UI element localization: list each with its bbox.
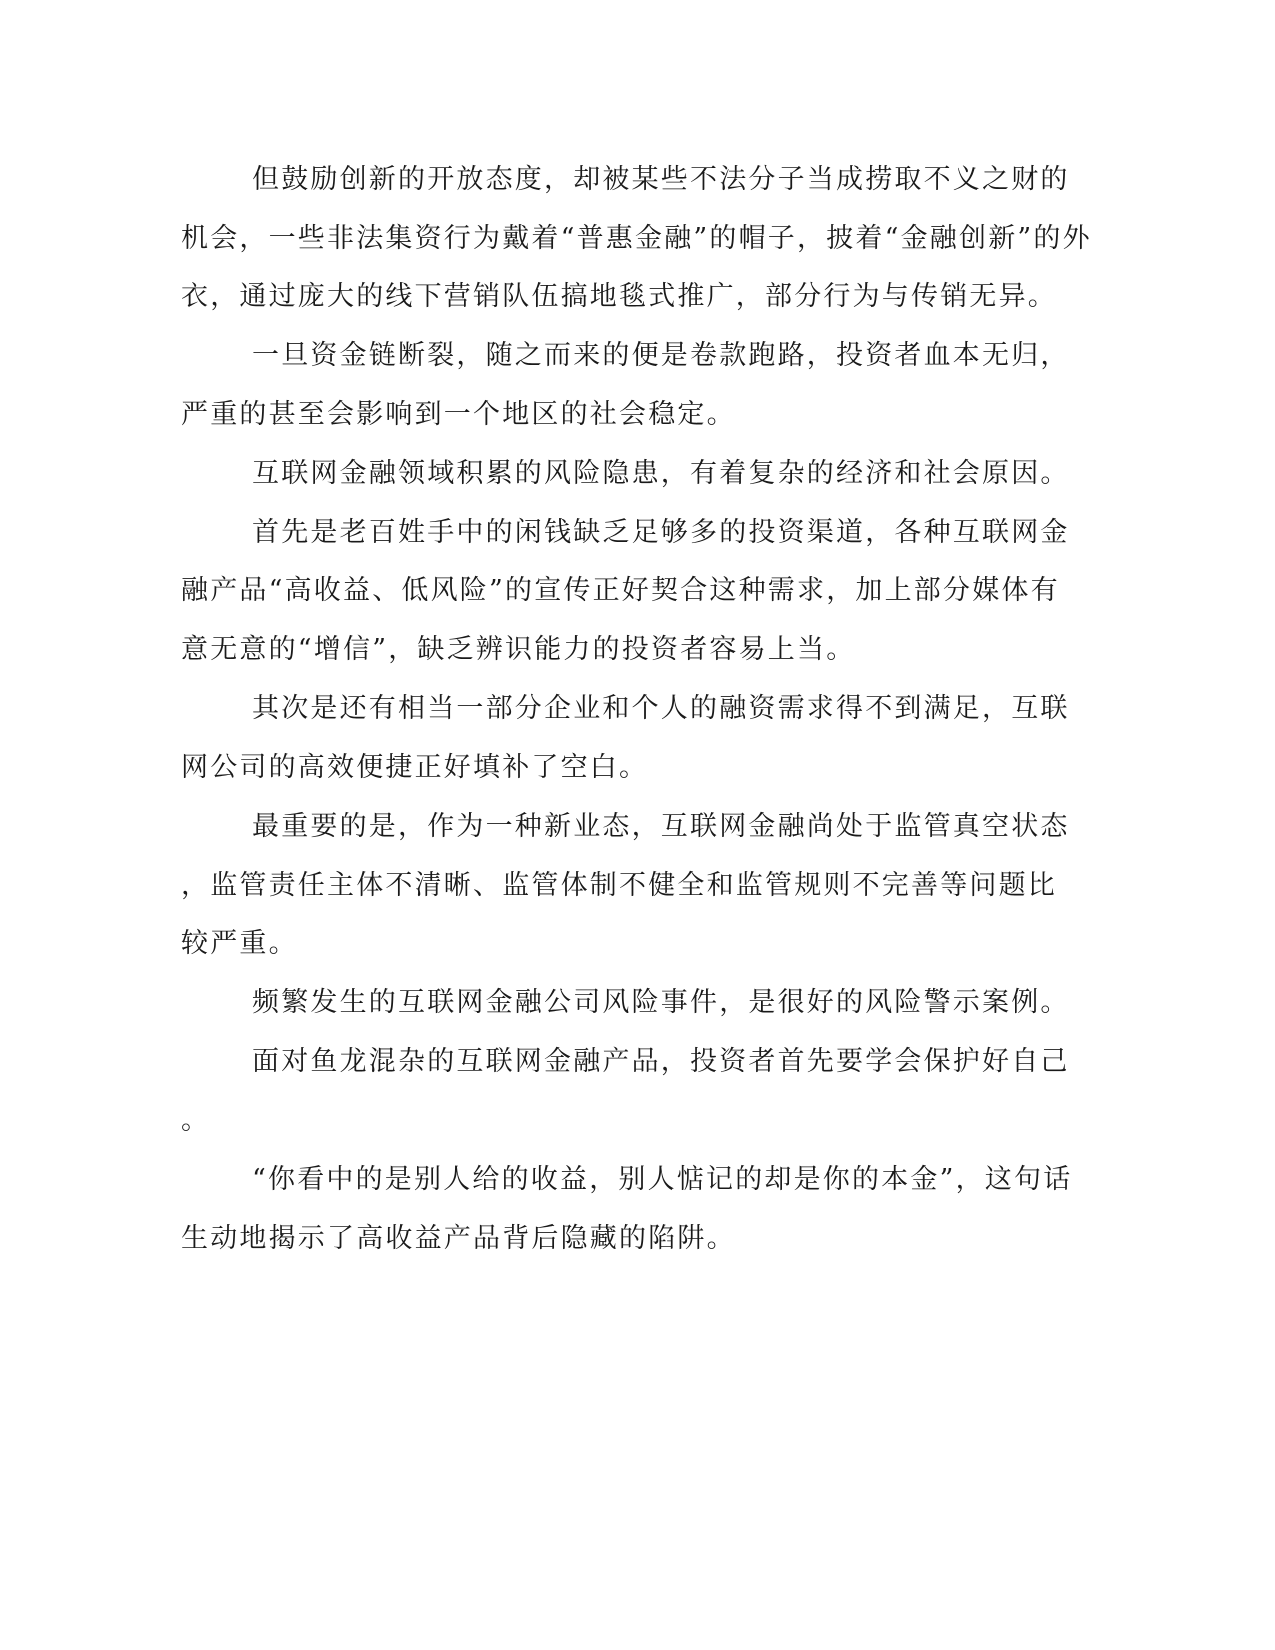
text-line: 其次是还有相当一部分企业和个人的融资需求得不到满足，互联 [252,693,1070,724]
text-line: 网公司的高效便捷正好填补了空白。 [181,752,649,783]
text-line: 最重要的是，作为一种新业态，互联网金融尚处于监管真空状态 [252,811,1070,842]
text-line: 较严重。 [181,928,298,959]
text-line: “你看中的是别人给的收益，别人惦记的却是你的本金”，这句话 [252,1164,1073,1195]
text-line: 严重的甚至会影响到一个地区的社会稳定。 [181,399,736,430]
text-line: ，监管责任主体不清晰、监管体制不健全和监管规则不完善等问题比 [181,870,1057,901]
text-line: 机会，一些非法集资行为戴着“普惠金融”的帽子，披着“金融创新”的外 [181,223,1092,254]
text-line: 面对鱼龙混杂的互联网金融产品，投资者首先要学会保护好自己 [252,1046,1070,1077]
text-line: 但鼓励创新的开放态度，却被某些不法分子当成捞取不义之财的 [252,164,1070,195]
text-line: 意无意的“增信”，缺乏辨识能力的投资者容易上当。 [181,634,856,665]
text-line: 互联网金融领域积累的风险隐患，有着复杂的经济和社会原因。 [252,458,1070,489]
text-line: 一旦资金链断裂，随之而来的便是卷款跑路，投资者血本无归， [252,340,1070,371]
text-line: 首先是老百姓手中的闲钱缺乏足够多的投资渠道，各种互联网金 [252,517,1070,548]
text-line: 频繁发生的互联网金融公司风险事件，是很好的风险警示案例。 [252,987,1070,1018]
text-line: 融产品“高收益、低风险”的宣传正好契合这种需求，加上部分媒体有 [181,575,1060,606]
text-line: 生动地揭示了高收益产品背后隐藏的陷阱。 [181,1223,736,1254]
text-line: 衣，通过庞大的线下营销队伍搞地毯式推广，部分行为与传销无异。 [181,281,1057,312]
text-line: 。 [181,1105,211,1136]
